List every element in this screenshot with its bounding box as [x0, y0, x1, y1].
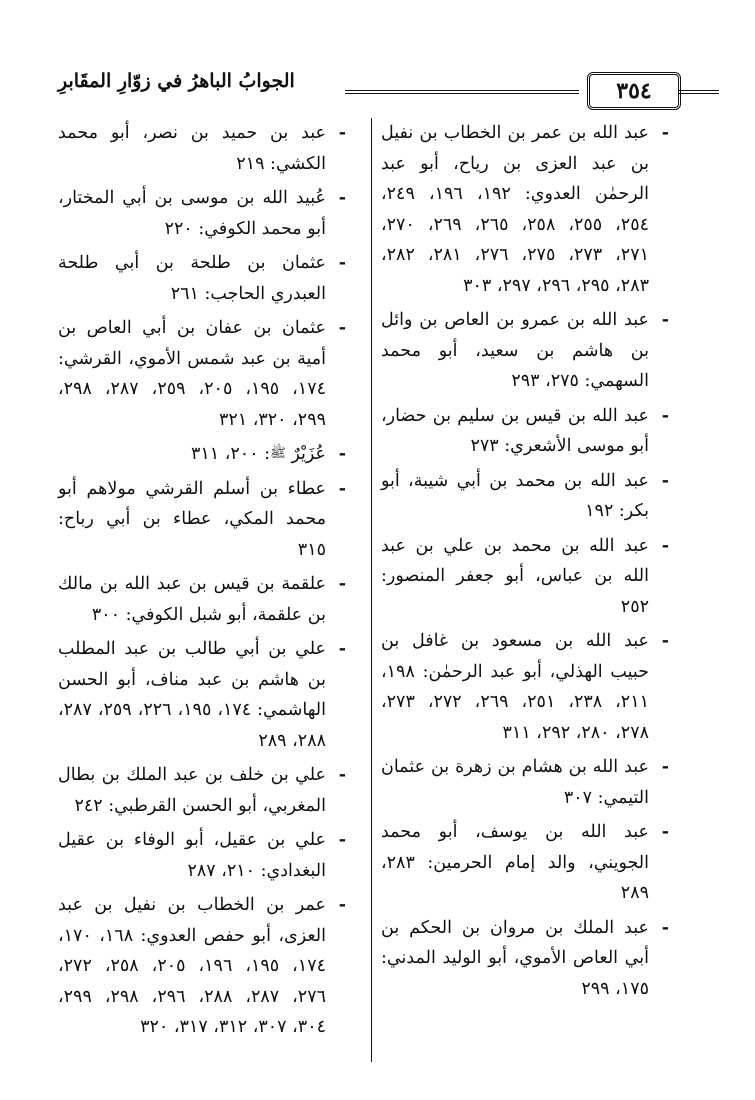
entry-pages: : ٢٠٠، ٣١١	[190, 444, 271, 464]
index-entry: - عُبيد الله بن موسى بن أبي المختار، أبو محمد الكوفي: ٢٢٠	[58, 183, 346, 244]
index-entry: - عثمان بن عفان بن أبي العاص بن أمية بن عبد شمس الأموي، القرشي: ١٧٤، ١٩٥، ٢٠٥، ٢٥٩، ٢٨٧، ٢٩٨، ٢٩٩، ٣٢٠، ٣٢١	[58, 313, 346, 435]
index-column-left	[58, 118, 346, 1047]
index-entry: - عبد الله بن محمد بن أبي شيبة، أبو بكر: ١٩٢	[381, 466, 669, 527]
honorific-glyph: ﷺ	[270, 446, 286, 461]
index-entry: - علي بن أبي طالب بن عبد المطلب بن هاشم بن عبد مناف، أبو الحسن الهاشمي: ١٧٤، ١٩٥، ٢٢٦، ٢٥٩، ٢٨٧، ٢٨٨، ٢٨٩	[58, 634, 346, 756]
index-entry: - عبد الله بن عمر بن الخطاب بن نفيل بن عبد العزى بن رياح، أبو عبد الرحمٰن العدوي: ١٩٢، ١٩٦، ٢٤٩، ٢٥٤، ٢٥٥، ٢٥٨، ٢٦٥، ٢٦٩، ٢٧٠، ٢٧١، ٢٧٣، ٢٧٥، ٢٧٦، ٢٨١، ٢٨٢، ٢٨٣، ٢٩٥، ٢٩٦، ٢٩٧، ٣٠٣	[381, 118, 669, 301]
index-entry: - عمر بن الخطاب بن نفيل بن عبد العزى، أبو حفص العدوي: ١٦٨، ١٧٠، ١٧٤، ١٩٥، ١٩٦، ٢٠٥، ٢٥٨، ٢٧٢، ٢٧٦، ٢٨٧، ٢٨٨، ٢٩٦، ٢٩٨، ٢٩٩، ٣٠٤، ٣٠٧، ٣١٢، ٣١٧، ٣٢٠	[58, 890, 346, 1043]
index-entry: - عبد الله بن هشام بن زهرة بن عثمان التيمي: ٣٠٧	[381, 752, 669, 813]
page-header	[40, 68, 719, 106]
header-rule-short	[679, 90, 719, 94]
index-entry: - عبد بن حميد بن نصر، أبو محمد الكشي: ٢١٩	[58, 118, 346, 179]
column-divider	[371, 118, 372, 1062]
index-entry: - علقمة بن قيس بن عبد الله بن مالك بن علقمة، أبو شبل الكوفي: ٣٠٠	[58, 569, 346, 630]
index-entry: - عبد الله بن مسعود بن غافل بن حبيب الهذلي، أبو عبد الرحمٰن: ١٩٨، ٢١١، ٢٣٨، ٢٥١، ٢٦٩، ٢٧٢، ٢٧٣، ٢٧٨، ٢٨٠، ٢٩٢، ٣١١	[381, 626, 669, 748]
index-column-right	[381, 118, 669, 1008]
index-entry-uzair	[58, 439, 346, 470]
entry-name: عُزَيْرٌ	[291, 444, 326, 464]
index-entry: - عبد الله بن محمد بن علي بن عبد الله بن عباس، أبو جعفر المنصور: ٢٥٢	[381, 531, 669, 623]
page-number: ٣٥٤	[587, 72, 681, 110]
header-rule	[345, 90, 579, 94]
index-entry: - عبد الله بن قيس بن سليم بن حضار، أبو موسى الأشعري: ٢٧٣	[381, 401, 669, 462]
running-title: الجوابُ الباهرُ في زوّارِ المقَابرِ	[58, 70, 295, 92]
index-entry: - عثمان بن طلحة بن أبي طلحة العبدري الحاجب: ٢٦١	[58, 248, 346, 309]
index-entry: - علي بن عقيل، أبو الوفاء بن عقيل البغدادي: ٢١٠، ٢٨٧	[58, 825, 346, 886]
index-entry: - عطاء بن أسلم القرشي مولاهم أبو محمد المكي، عطاء بن أبي رباح: ٣١٥	[58, 474, 346, 566]
index-entry: - عبد الملك بن مروان بن الحكم بن أبي العاص الأموي، أبو الوليد المدني: ١٧٥، ٢٩٩	[381, 913, 669, 1005]
index-entry: - عبد الله بن يوسف، أبو محمد الجويني، والد إمام الحرمين: ٢٨٣، ٢٨٩	[381, 817, 669, 909]
index-entry: - علي بن خلف بن عبد الملك بن بطال المغربي، أبو الحسن القرطبي: ٢٤٢	[58, 760, 346, 821]
index-entry: - عبد الله بن عمرو بن العاص بن وائل بن هاشم بن سعيد، أبو محمد السهمي: ٢٧٥، ٢٩٣	[381, 305, 669, 397]
